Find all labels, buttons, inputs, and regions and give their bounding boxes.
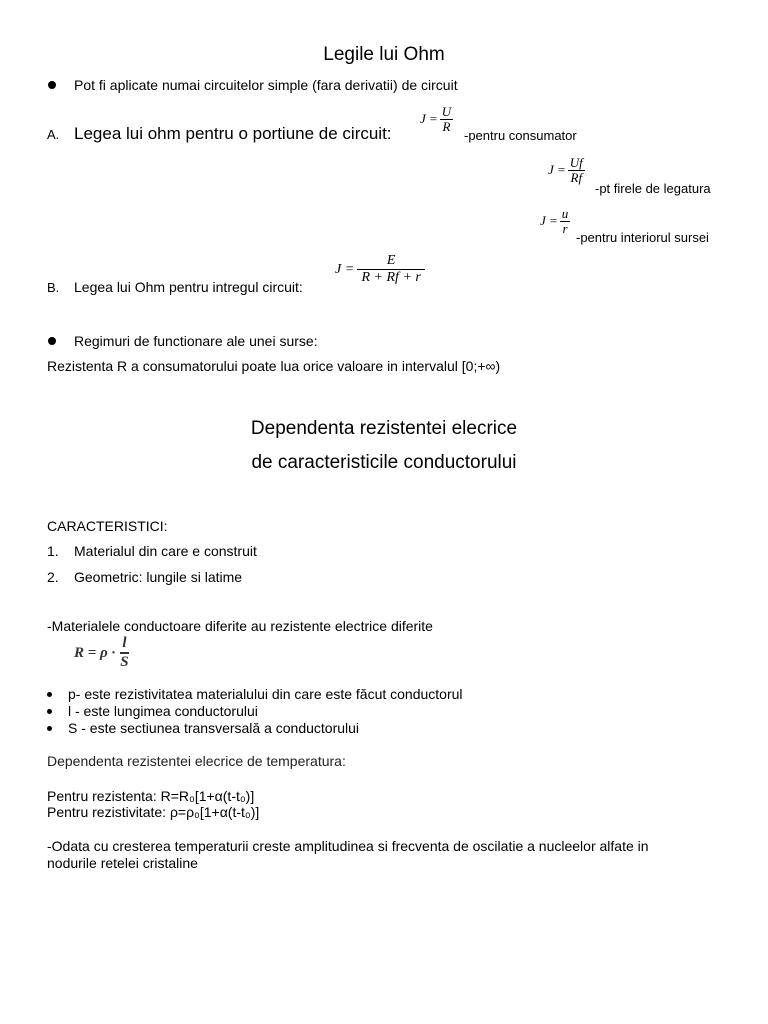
resistance-range-text: Rezistenta R a consumatorului poate lua orice valoare in intervalul [0;+∞) (47, 358, 501, 374)
materials-text: -Materialele conductoare diferite au rezistente electrice diferite (47, 618, 433, 634)
eq2-note: -pt firele de legatura (595, 181, 711, 196)
formula-lhs: R = ρ · (74, 644, 116, 661)
final-paragraph-line2: nodurile retelei cristaline (47, 855, 198, 871)
temperature-heading: Dependenta rezistentei elecrice de temperatura: (47, 753, 346, 769)
section-a-text: Legea lui ohm pentru o portiune de circuit: (74, 124, 392, 143)
eq3-numerator: u (561, 206, 569, 221)
eq2-denominator: Rf (570, 169, 583, 185)
final-paragraph-line1: -Odata cu cresterea temperaturii creste amplitudinea si frecventa de oscilatie a nucleelor alfate in (47, 838, 649, 854)
list-item-number: 2. (47, 569, 59, 585)
formula-denominator: S (120, 653, 129, 670)
list-item-number: 1. (47, 543, 59, 559)
eqB-denominator: R + Rf + r (361, 269, 421, 285)
equation-consumer (420, 105, 453, 134)
eq3-note: -pentru interiorul sursei (576, 230, 709, 245)
page-title: Legile lui Ohm (323, 44, 445, 65)
list-item: Materialul din care e construit (74, 543, 257, 559)
eq3-denominator: r (562, 220, 568, 236)
characteristics-label: CARACTERISTICI: (47, 518, 168, 534)
eq1-lhs: J = (420, 111, 438, 127)
section-b-text: Legea lui Ohm pentru intregul circuit: (74, 279, 303, 295)
definition-rho: p- este rezistivitatea materialului din care este făcut conductorul (68, 686, 463, 702)
equation-whole-circuit (335, 254, 425, 285)
equation-source-interior (540, 207, 570, 236)
eqB-numerator: E (357, 254, 425, 270)
bullet-text-applicability: Pot fi aplicate numai circuitelor simple (fara derivatii) de circuit (74, 77, 458, 93)
section-heading-line1: Dependenta rezistentei elecrice (250, 418, 518, 439)
bullet-dot (48, 81, 56, 89)
section-heading-line2: de caracteristicile conductorului (251, 452, 517, 473)
definition-section: S - este sectiunea transversală a conductorului (68, 720, 360, 736)
eq1-numerator: U (441, 104, 452, 119)
temperature-resistivity-formula: Pentru rezistivitate: ρ=ρ₀[1+α(t-t₀)] (47, 804, 260, 820)
eqB-lhs: J = (335, 261, 355, 277)
equation-wires (548, 156, 585, 185)
list-item: Geometric: lungile si latime (74, 569, 243, 585)
bullet-dot (47, 692, 52, 697)
bullet-dot (47, 709, 52, 714)
section-a-marker: A. (47, 127, 60, 142)
bullet-dot (47, 726, 52, 731)
eq1-note: -pentru consumator (464, 128, 577, 143)
resistance-formula (74, 636, 131, 670)
eq1-denominator: R (442, 118, 451, 134)
section-b-marker: B. (47, 280, 60, 295)
eq2-lhs: J = (548, 162, 566, 178)
bullet-text-regimes: Regimuri de functionare ale unei surse: (74, 333, 318, 349)
eq2-numerator: Uf (569, 155, 583, 170)
eq3-lhs: J = (540, 213, 558, 229)
formula-numerator: l (120, 636, 128, 654)
definition-length: l - este lungimea conductorului (68, 703, 258, 719)
bullet-dot (48, 337, 56, 345)
temperature-resistance-formula: Pentru rezistenta: R=R₀[1+α(t-t₀)] (47, 788, 255, 804)
